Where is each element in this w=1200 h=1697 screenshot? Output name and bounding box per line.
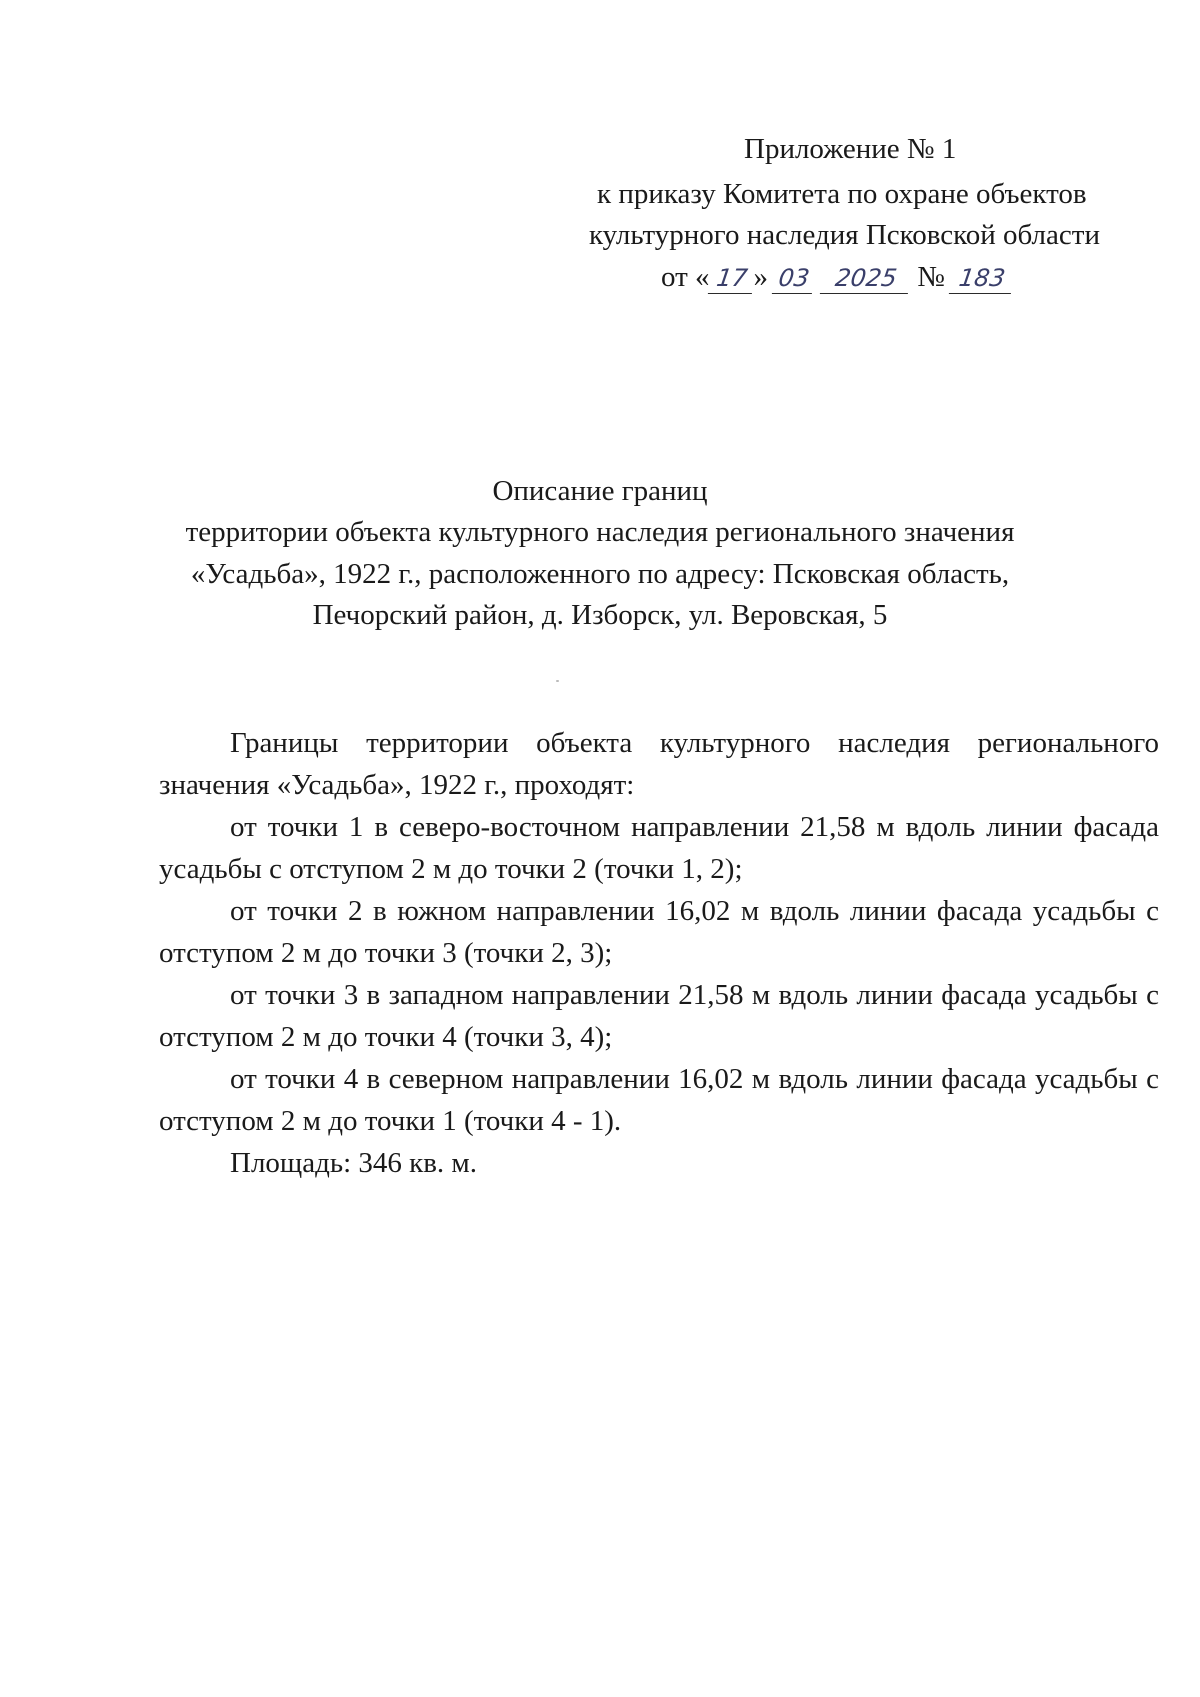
document-subtitle-line3: Печорский район, д. Изборск, ул. Веровская, 5	[312, 599, 888, 631]
appendix-number: Приложение № 1	[744, 133, 957, 165]
date-prefix: от «	[661, 261, 710, 293]
intro-paragraph: Границы территории объекта культурного наследия регионального значения «Усадьба», 1922 г., проходят:	[159, 727, 1159, 801]
order-date-line	[661, 258, 1013, 296]
boundary-segment-2: от точки 2 в южном направлении 16,02 м вдоль линии фасада усадьбы с отступом 2 м до точки 3 (точки 2, 3);	[159, 895, 1159, 969]
date-mid: »	[753, 261, 769, 293]
number-prefix: №	[917, 261, 945, 293]
handwritten-month: 03	[772, 263, 816, 294]
handwritten-order-number: 183	[949, 263, 1015, 294]
scan-speck	[556, 680, 559, 682]
boundary-segment-4: от точки 4 в северном направлении 16,02 м вдоль линии фасада усадьбы с отступом 2 м до точки 1 (точки 4 - 1).	[159, 1063, 1159, 1137]
handwritten-day: 17	[707, 263, 755, 294]
boundary-description	[159, 722, 1159, 1184]
handwritten-year: 2025	[820, 263, 912, 294]
boundary-segment-1: от точки 1 в северо-восточном направлении 21,58 м вдоль линии фасада усадьбы с отступом 2 м до точки 2 (точки 1, 2);	[159, 811, 1159, 885]
document-subtitle-line1: территории объекта культурного наследия регионального значения	[185, 516, 1015, 548]
appendix-committee: культурного наследия Псковской области	[589, 219, 1100, 251]
document-subtitle-line2: «Усадьба», 1922 г., расположенного по адресу: Псковская область,	[190, 558, 1010, 590]
boundary-segment-3: от точки 3 в западном направлении 21,58 м вдоль линии фасада усадьбы с отступом 2 м до точки 4 (точки 3, 4);	[159, 979, 1159, 1053]
area-statement: Площадь: 346 кв. м.	[230, 1147, 478, 1179]
document-title: Описание границ	[492, 475, 708, 507]
appendix-order-ref: к приказу Комитета по охране объектов	[597, 178, 1087, 210]
